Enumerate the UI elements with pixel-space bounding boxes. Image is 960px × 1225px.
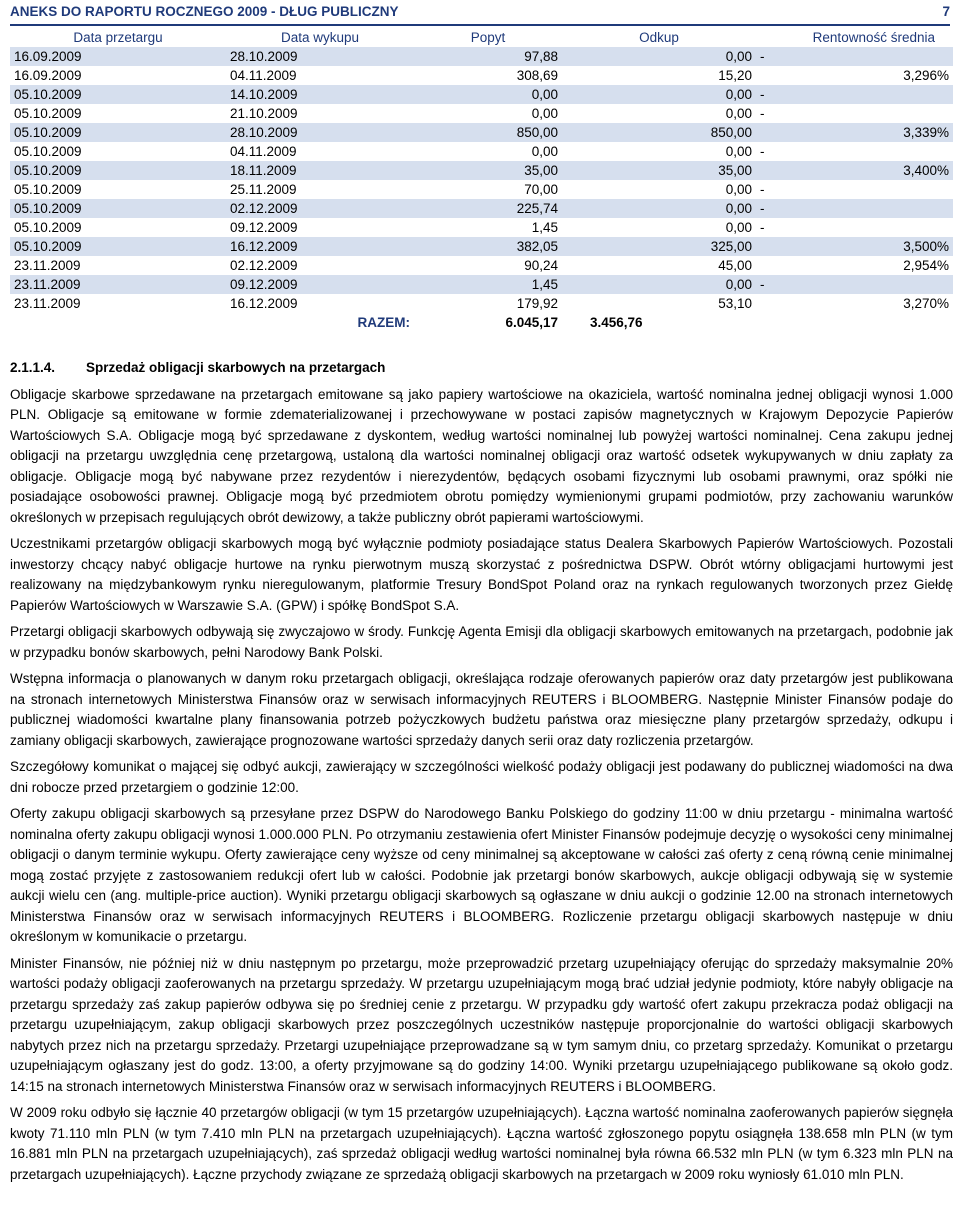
page-number: 7 <box>942 4 950 19</box>
report-title: ANEKS DO RAPORTU ROCZNEGO 2009 - DŁUG PUBLICZNY <box>10 4 399 19</box>
empty-yield-dash: - <box>760 182 765 197</box>
column-header-avg-yield: Rentowność średnia <box>812 30 935 45</box>
avg-yield-cell <box>756 47 953 66</box>
buyback-cell: 0,00 <box>562 104 756 123</box>
buyback-cell: 45,00 <box>562 256 756 275</box>
auction-date-cell: 16.09.2009 <box>10 47 226 66</box>
buyback-cell: 0,00 <box>562 47 756 66</box>
demand-cell: 1,45 <box>414 218 562 237</box>
avg-yield-cell: 3,270% <box>756 294 953 313</box>
redemption-date-cell: 09.12.2009 <box>226 218 414 237</box>
section-body <box>10 358 953 1191</box>
table-row <box>10 256 953 275</box>
redemption-date-cell: 28.10.2009 <box>226 47 414 66</box>
demand-cell: 179,92 <box>414 294 562 313</box>
buyback-cell: 15,20 <box>562 66 756 85</box>
column-header-demand: Popyt <box>470 30 506 45</box>
buyback-cell: 0,00 <box>562 275 756 294</box>
table-row <box>10 104 953 123</box>
demand-cell: 850,00 <box>414 123 562 142</box>
buyback-cell: 0,00 <box>562 85 756 104</box>
paragraph: Wstępna informacja o planowanych w danym roku przetargach obligacji, określająca rodzaje oferowanych papierów oraz daty przetargów jest publikowana na stronach internetowych Ministerstwa Finansów oraz w serwisach informacyjnych REUTERS i BLOOMBERG. Następnie Minister Finansów podaje do publicznej wiadomości kwartalne plany finansowania potrzeb pożyczkowych budżetu państwa oraz miesięczne plany przetargów sprzedaży, odkupu i zamiany obligacji skarbowych, zawierające prognozowane wartości sprzedaży danych serii oraz daty rozliczenia przetargów. <box>10 671 953 748</box>
table-row <box>10 180 953 199</box>
auction-date-cell: 05.10.2009 <box>10 218 226 237</box>
avg-yield-cell: 3,500% <box>756 237 953 256</box>
redemption-date-cell: 02.12.2009 <box>226 199 414 218</box>
buyback-cell: 0,00 <box>562 180 756 199</box>
redemption-date-cell: 16.12.2009 <box>226 237 414 256</box>
table-row <box>10 123 953 142</box>
redemption-date-cell: 16.12.2009 <box>226 294 414 313</box>
redemption-date-cell: 18.11.2009 <box>226 161 414 180</box>
avg-yield-cell <box>756 142 953 161</box>
buyback-cell: 0,00 <box>562 142 756 161</box>
empty-yield-dash: - <box>760 87 765 102</box>
avg-yield-cell: 3,339% <box>756 123 953 142</box>
table-row <box>10 237 953 256</box>
table-row <box>10 218 953 237</box>
auction-date-cell: 05.10.2009 <box>10 123 226 142</box>
auction-date-cell: 23.11.2009 <box>10 275 226 294</box>
demand-cell: 0,00 <box>414 85 562 104</box>
auction-date-cell: 05.10.2009 <box>10 85 226 104</box>
paragraph: Minister Finansów, nie później niż w dniu następnym po przetargu, może przeprowadzić przetarg uzupełniający oferując do sprzedaży maksymalnie 20% wartości podaży obligacji zaoferowanych na przetargu sprzedaży. W przetargu uzupełniającym mogą brać udział jedynie podmioty, które nabyły obligacje na przetargu sprzedaży zaś zakup papierów odbywa się po średniej cenie z przetargu. W przypadku gdy wartość ofert zakupu przekracza podaż obligacji na przetargu uzupełniającym, zakup obligacji skarbowych przez poszczególnych uczestników następuje proporcjonalnie do wartości obligacji skarbowych nabytych przez nich na przetargu sprzedaży. Przetargi uzupełniające przeprowadzane są w tym samym dniu, co przetarg sprzedaży. Komunikat o przetargu uzupełniającym ogłaszany jest do godz. 13:00, a oferty przyjmowane są do godziny 14:00. Wyniki przetargu uzupełniającego publikowane są około godz. 14:15 na stronach internetowych Ministerstwa Finansów oraz w serwisach informacyjnych REUTERS i BLOOMBERG. <box>10 955 953 1094</box>
demand-cell: 97,88 <box>414 47 562 66</box>
avg-yield-cell <box>756 218 953 237</box>
redemption-date-cell: 21.10.2009 <box>226 104 414 123</box>
table-row <box>10 142 953 161</box>
avg-yield-cell <box>756 275 953 294</box>
auction-date-cell: 05.10.2009 <box>10 142 226 161</box>
redemption-date-cell: 04.11.2009 <box>226 66 414 85</box>
avg-yield-cell: 3,400% <box>756 161 953 180</box>
avg-yield-cell <box>756 104 953 123</box>
empty-yield-dash: - <box>760 49 765 64</box>
buyback-cell: 850,00 <box>562 123 756 142</box>
column-header-auction-date: Data przetargu <box>73 30 163 45</box>
total-spacer <box>756 313 953 332</box>
redemption-date-cell: 09.12.2009 <box>226 275 414 294</box>
table-row <box>10 294 953 313</box>
table-header-row <box>10 28 953 47</box>
auction-date-cell: 05.10.2009 <box>10 161 226 180</box>
demand-cell: 0,00 <box>414 104 562 123</box>
auction-date-cell: 23.11.2009 <box>10 256 226 275</box>
section-heading <box>10 358 953 379</box>
redemption-date-cell: 02.12.2009 <box>226 256 414 275</box>
buyback-cell: 325,00 <box>562 237 756 256</box>
avg-yield-cell <box>756 85 953 104</box>
auction-date-cell: 05.10.2009 <box>10 199 226 218</box>
redemption-date-cell: 28.10.2009 <box>226 123 414 142</box>
buyback-cell: 0,00 <box>562 218 756 237</box>
page-header <box>10 2 950 26</box>
redemption-date-cell: 04.11.2009 <box>226 142 414 161</box>
demand-cell: 0,00 <box>414 142 562 161</box>
total-label: RAZEM: <box>226 313 414 332</box>
column-header-redemption-date: Data wykupu <box>280 30 360 45</box>
redemption-date-cell: 14.10.2009 <box>226 85 414 104</box>
table-row <box>10 199 953 218</box>
total-row <box>10 313 953 332</box>
table-row <box>10 47 953 66</box>
empty-yield-dash: - <box>760 106 765 121</box>
demand-cell: 35,00 <box>414 161 562 180</box>
table-row <box>10 161 953 180</box>
paragraph: Obligacje skarbowe sprzedawane na przetargach emitowane są jako papiery wartościowe na okaziciela, wartość nominalna jednej obligacji wynosi 1.000 PLN. Obligacje są emitowane w formie zdematerializowanej i przechowywane w postaci zapisów magnetycznych w Krajowym Depozycie Papierów Wartościowych S.A. Obligacje mogą być sprzedawane z dyskontem, według wartości nominalnej lub powyżej wartości nominalnej. Cena zakupu jednej obligacji na przetargu uwzględnia cenę przetargową, ustaloną dla wartości nominalnej obligacji oraz wartość odsetek wykupywanych w dniu zapłaty za obligacje. Obligacje mogą być nabywane przez rezydentów i nierezydentów, będących osobami fizycznymi lub osobami prawnymi, oraz spółki nie posiadające osobowości prawnej. Obligacje mogą być przedmiotem obrotu pomiędzy wymienionymi grupami podmiotów, przy zachowaniu warunków określonych w przepisach regulujących obrót dewizowy, a także publiczny obrót papierami wartościowymi. <box>10 386 953 525</box>
paragraph: W 2009 roku odbyło się łącznie 40 przetargów obligacji (w tym 15 przetargów uzupełniających). Łączna wartość nominalna zaoferowanych papierów sięgnęła kwoty 71.110 mln PLN (w tym 7.410 mln PLN na przetargach uzupełniających). Łączna wartość zgłoszonego popytu osiągnęła 138.658 mln PLN (w tym 16.881 mln PLN na przetargach uzupełniających), zaś sprzedaż obligacji według wartości nominalnej była równa 66.532 mln PLN (w tym 6.323 mln PLN na przetargach uzupełniających). Łączne przychody związane ze sprzedażą obligacji skarbowych na przetargach w 2009 roku wyniosły 61.010 mln PLN. <box>10 1105 953 1182</box>
avg-yield-cell <box>756 180 953 199</box>
total-demand: 6.045,17 <box>414 313 562 332</box>
demand-cell: 308,69 <box>414 66 562 85</box>
empty-yield-dash: - <box>760 201 765 216</box>
column-header-buyback: Odkup <box>639 30 679 45</box>
auction-date-cell: 05.10.2009 <box>10 180 226 199</box>
demand-cell: 382,05 <box>414 237 562 256</box>
paragraph: Przetargi obligacji skarbowych odbywają się zwyczajowo w środy. Funkcję Agenta Emisji dla obligacji skarbowych emitowanych na przetargach, podobnie jak w przypadku bonów skarbowych, pełni Narodowy Bank Polski. <box>10 624 953 660</box>
auction-table <box>10 28 953 332</box>
paragraph: Uczestnikami przetargów obligacji skarbowych mogą być wyłącznie podmioty posiadające status Dealera Skarbowych Papierów Wartościowych. Pozostali inwestorzy chcący nabyć obligacje hurtowe na rynku pierwotnym muszą skorzystać z pośrednictwa DSPW. Obrót wtórny obligacjami hurtowymi jest realizowany na międzybankowym rynku nieregulowanym, platformie Tresury BondSpot Poland oraz na rynkach regulowanych tworzonych przez Giełdę Papierów Wartościowych w Warszawie S.A. (GPW) i spółkę BondSpot S.A. <box>10 536 953 613</box>
auction-date-cell: 05.10.2009 <box>10 104 226 123</box>
demand-cell: 1,45 <box>414 275 562 294</box>
auction-date-cell: 23.11.2009 <box>10 294 226 313</box>
buyback-cell: 0,00 <box>562 199 756 218</box>
empty-yield-dash: - <box>760 277 765 292</box>
paragraph: Szczegółowy komunikat o mającej się odbyć aukcji, zawierający w szczególności wielkość podaży obligacji jest podawany do publicznej wiadomości na dwa dni robocze przed przetargiem o godzinie 12:00. <box>10 759 953 795</box>
demand-cell: 90,24 <box>414 256 562 275</box>
section-title: Sprzedaż obligacji skarbowych na przetargach <box>86 360 386 375</box>
empty-yield-dash: - <box>760 144 765 159</box>
avg-yield-cell: 3,296% <box>756 66 953 85</box>
auction-date-cell: 05.10.2009 <box>10 237 226 256</box>
demand-cell: 70,00 <box>414 180 562 199</box>
avg-yield-cell <box>756 199 953 218</box>
total-spacer <box>10 313 226 332</box>
empty-yield-dash: - <box>760 220 765 235</box>
table-row <box>10 275 953 294</box>
section-number: 2.1.1.4. <box>10 360 56 375</box>
demand-cell: 225,74 <box>414 199 562 218</box>
paragraph: Oferty zakupu obligacji skarbowych są przesyłane przez DSPW do Narodowego Banku Polskiego do godziny 11:00 w dniu przetargu - minimalna wartość nominalna oferty zakupu obligacji wynosi 1.000.000 PLN. Po otrzymaniu zestawienia ofert Minister Finansów podejmuje decyzję o wysokości ceny minimalnej obligacji o danym terminie wykupu. Oferty zawierające ceny wyższe od ceny minimalnej są akceptowane w całości zaś oferty z ceną równą cenie minimalnej mogą zostać przyjęte z zastosowaniem redukcji ofert lub w całości. Podobnie jak przetargi bonów skarbowych, aukcje obligacji odbywają się w systemie aukcji wielu cen (ang. multiple-price auction). Wyniki przetargu obligacji skarbowych są ogłaszane w dniu aukcji o godzinie 12.00 na stronach internetowych Ministerstwa Finansów oraz w serwisach informacyjnych REUTERS i BLOOMBERG. Rozliczenie przetargu obligacji skarbowych następuje w dniu określonym w komunikacie o przetargu. <box>10 806 953 944</box>
avg-yield-cell: 2,954% <box>756 256 953 275</box>
buyback-cell: 53,10 <box>562 294 756 313</box>
buyback-cell: 35,00 <box>562 161 756 180</box>
table-row <box>10 85 953 104</box>
total-buyback: 3.456,76 <box>562 313 756 332</box>
redemption-date-cell: 25.11.2009 <box>226 180 414 199</box>
table-row <box>10 66 953 85</box>
auction-date-cell: 16.09.2009 <box>10 66 226 85</box>
